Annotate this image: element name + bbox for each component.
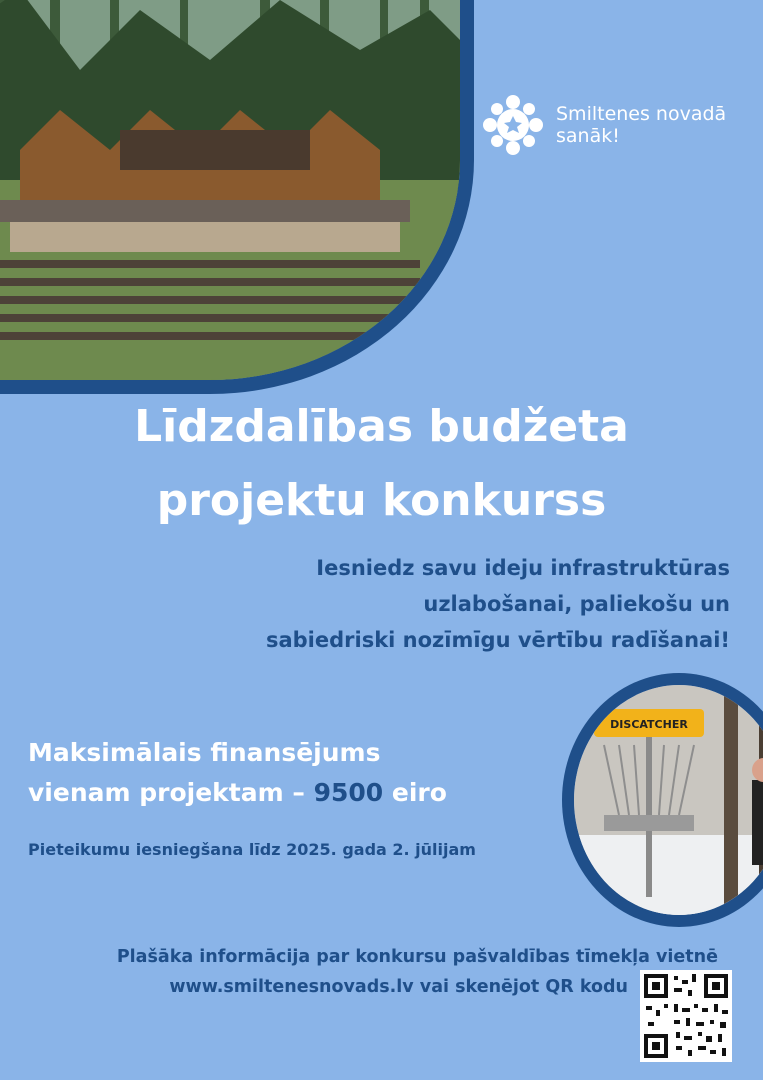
info-line-2: www.smiltenesnovads.lv vai skenējot QR kodu [169,977,628,997]
title-line-1: Līdzdalības budžeta [134,401,629,452]
logo-line-2: sanāk! [556,125,620,147]
funding-amount: 9500 [313,778,384,807]
disc-sign-text: DISCATCHER [610,718,688,731]
title-line-2: projektu konkurss [156,475,607,526]
subtitle-line-1: Iesniedz savu ideju infrastruktūras [316,556,730,580]
subtitle-line-3: sabiedriski nozīmīgu vērtību radīšanai! [265,628,730,652]
funding-info [28,733,447,813]
logo-line-1: Smiltenes novadā [556,103,727,125]
deadline-text: Pieteikumu iesniegšana līdz 2025. gada 2. jūlijam [28,840,476,859]
funding-line-1: Maksimālais finansējums [28,738,381,767]
amphitheater-photo [0,0,460,380]
funding-suffix: eiro [383,778,447,807]
logo [478,90,726,160]
subtitle [266,550,730,658]
qr-code[interactable] [640,970,732,1062]
poster-title [0,390,763,538]
funding-line-2-prefix: vienam projektam – [28,778,314,807]
subtitle-line-2: uzlabošanai, paliekošu un [423,592,730,616]
info-line-1: Plašāka informācija par konkursu pašvaldības tīmekļa vietnē [116,947,718,967]
info-text [117,942,718,1002]
funding-line-2 [28,773,447,813]
snowflake-logo-icon [478,90,548,160]
disc-golf-photo [574,685,763,915]
